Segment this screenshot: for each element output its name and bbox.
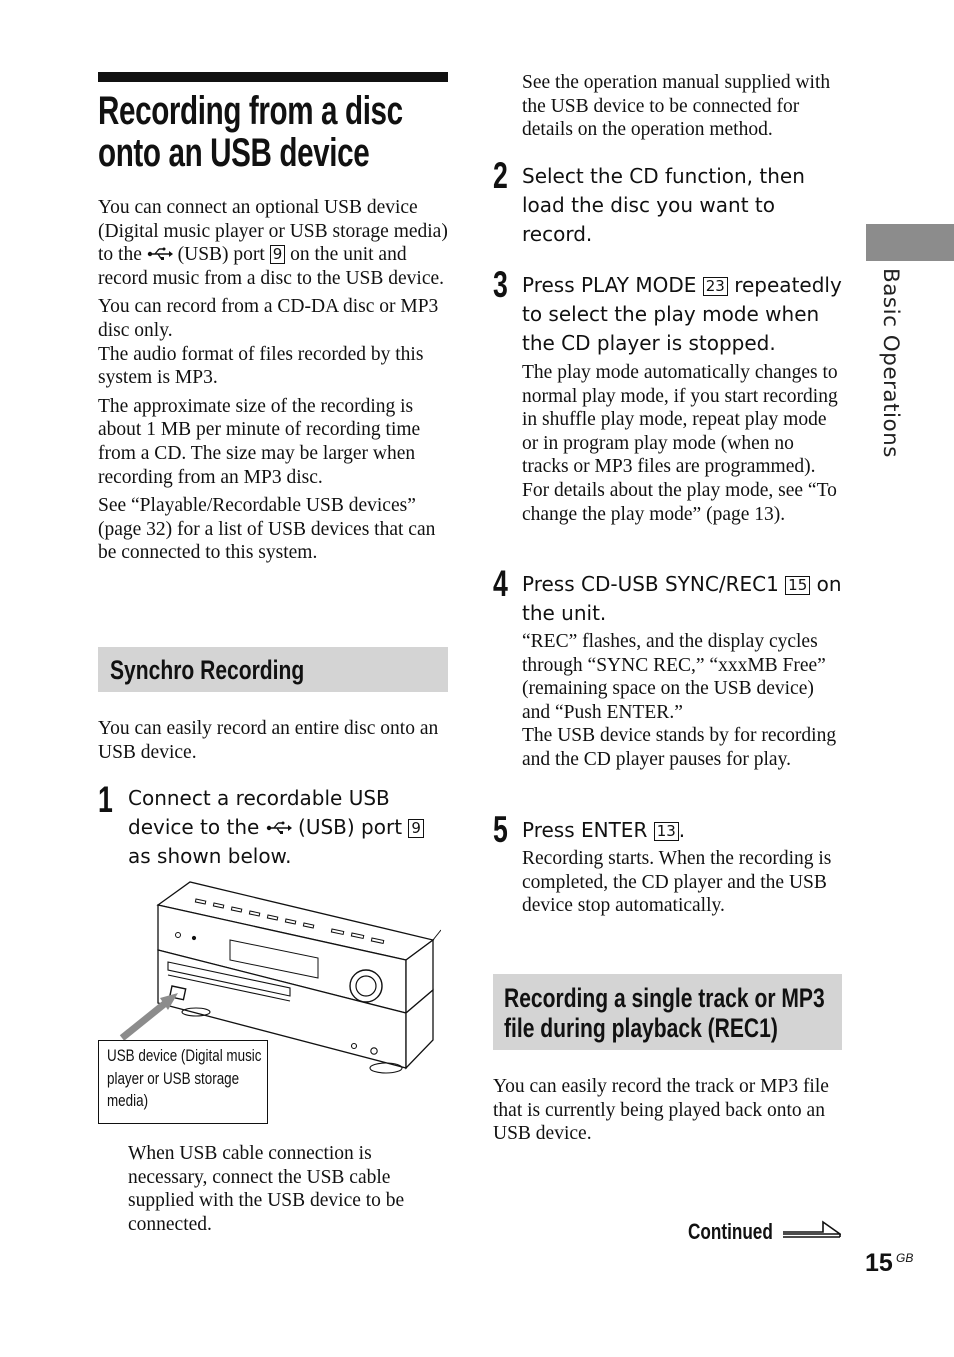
section-tab (866, 224, 954, 261)
section-tab-label: Basic Operations (878, 268, 903, 458)
step-4-body-1: “REC” flashes, and the display cycles through “SYNC REC,” “xxxMB Free” (remaining space on the USB device) and “Push ENTER.” (522, 631, 826, 723)
port-9-key: 9 (408, 819, 424, 838)
page-number-suffix: GB (896, 1251, 914, 1265)
enter-key: 13 (654, 822, 679, 841)
intro-paragraph-2: You can record from a CD-DA disc or MP3 disc only. (98, 296, 439, 341)
step-3-title: Press PLAY MODE 23 repeatedly to select the play mode when the CD player is stopped. (522, 273, 842, 355)
rec1-body: You can easily record the track or MP3 file that is currently being played back onto an USB device. (493, 1076, 829, 1145)
page-number: 15 (865, 1249, 893, 1277)
usb-icon (147, 247, 173, 261)
title-rule (98, 72, 448, 82)
step-1-title: Connect a recordable USB device to the (USB) port 9 as shown below. (128, 784, 438, 871)
callout-label: USB device (Digital music player or USB storage media) (107, 1046, 262, 1110)
port-9-key: 9 (270, 245, 286, 264)
intro-paragraph-5: See “Playable/Recordable USB devices” (page 32) for a list of USB devices that can be connected to this system. (98, 495, 436, 564)
step-3-body (522, 361, 844, 526)
intro-block (98, 196, 450, 565)
step-4-body-2: The USB device stands by for recording and the CD player pauses for play. (522, 725, 837, 770)
continued-note: See the operation manual supplied with the USB device to be connected for details on the operation method. (522, 72, 831, 141)
sync-rec1-key: 15 (785, 576, 810, 595)
step-4-title: Press CD-USB SYNC/REC1 15 on the unit. (522, 572, 842, 625)
step-5-title: Press ENTER 13 . (522, 818, 686, 842)
intro-paragraph-4: The approximate size of the recording is about 1 MB per minute of recording time from a CD. The size may be larger when recording from an MP3 disc. (98, 395, 421, 488)
page-title-line-1: Recording from a disc (98, 89, 403, 133)
usb-icon (266, 821, 292, 835)
synchro-heading: Synchro Recording (110, 655, 305, 685)
step-3-body-1: The play mode automatically changes to normal play mode, if you start recording in shuffle play mode, repeat play mode or in program play mode (when no tracks or MP3 files are programmed). (522, 362, 838, 478)
continued-label: Continued (688, 1219, 773, 1244)
step-2-title: Select the CD function, then load the disc you want to record. (522, 164, 805, 246)
step-3-body-2: For details about the play mode, see “To change the play mode” (page 13). (522, 479, 837, 525)
intro-paragraph-3: The audio format of files recorded by this system is MP3. (98, 343, 424, 389)
step-4-number: 4 (493, 563, 508, 604)
step-4-body (522, 630, 844, 772)
page-title (98, 90, 446, 174)
step-1-note: When USB cable connection is necessary, connect the USB cable supplied with the USB device to be connected. (128, 1143, 405, 1235)
play-mode-key: 23 (703, 277, 728, 296)
intro-paragraph-1: You can connect an optional USB device (Digital music player or USB storage media) to the (USB) port 9 on the unit and record music from a disc to the USB device. (98, 197, 448, 289)
rec1-heading: Recording a single track or MP3 file during playback (REC1) (504, 983, 825, 1043)
synchro-intro: You can easily record an entire disc onto an USB device. (98, 718, 439, 763)
step-1-number: 1 (98, 779, 113, 820)
step-5-number: 5 (493, 809, 508, 850)
step-5-body: Recording starts. When the recording is completed, the CD player and the USB device stop automatically. (522, 848, 832, 917)
step-2-number: 2 (493, 155, 508, 196)
step-3-number: 3 (493, 264, 508, 305)
continued-arrow-icon (783, 1220, 841, 1240)
page-title-line-2: onto an USB device (98, 131, 370, 175)
